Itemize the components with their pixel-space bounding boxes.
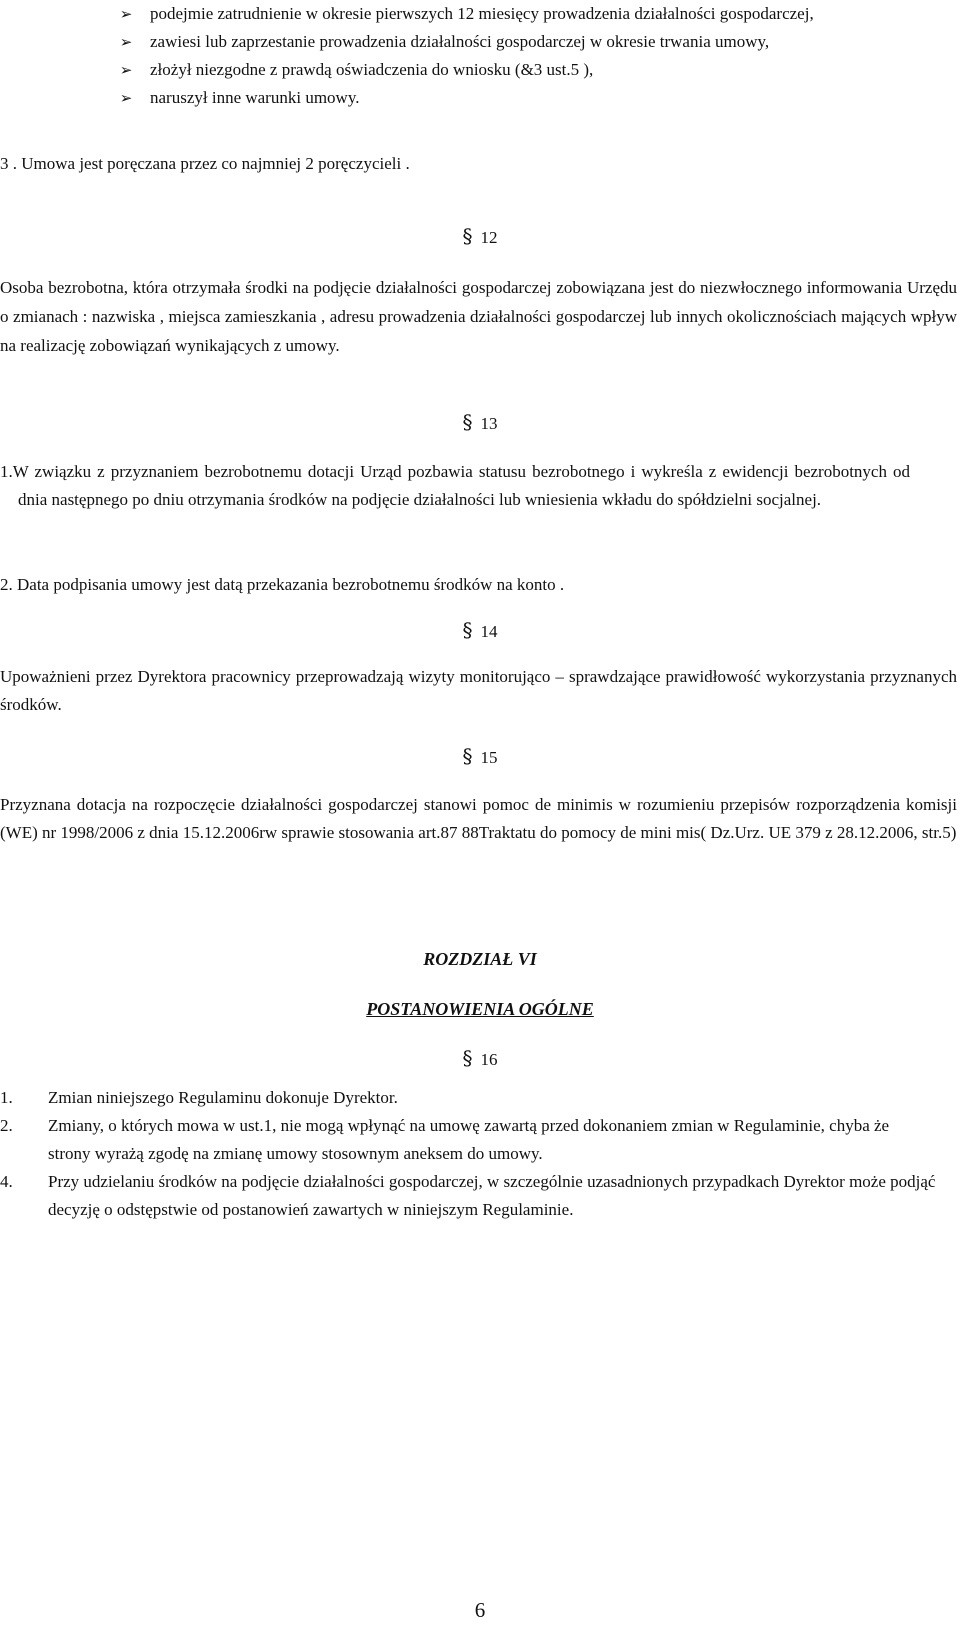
paragraph-text: 1.W związku z przyznaniem bezrobotnemu dotacji Urząd pozbawia statusu bezrobotnego i wykreśla z ewidencji bezrobotnych od dnia następnego po dniu otrzymania środków na podjęcie działalności lub wniesienia wkładu do spółdzielni socjalnej. — [0, 462, 910, 509]
chapter-heading: ROZDZIAŁ VI — [423, 949, 537, 969]
section-number: 15 — [480, 748, 498, 767]
list-item — [117, 28, 960, 56]
section-number: 13 — [480, 414, 498, 433]
item-text: Przy udzielaniu środków na podjęcie działalności gospodarczej, w szczególnie uzasadnionych przypadkach Dyrektor może podjąć decyzję o odstępstwie od postanowień zawartych w niniejszym Regulaminie. — [48, 1172, 936, 1219]
section-15-text: Przyznana dotacja na rozpoczęcie działalności gospodarczej stanowi pomoc de minimis w rozumieniu przepisów rozporządzenia komisji (WE) nr 1998/2006 z dnia 15.12.2006rw sprawie stosowania art.87 88Traktatu do pomocy de mini mis( Dz.Urz. UE 379 z 28.12.2006, str.5) — [0, 795, 957, 842]
section-number: 16 — [480, 1050, 498, 1069]
item-number: 4. — [0, 1172, 13, 1191]
chapter-title: POSTANOWIENIA OGÓLNE — [366, 999, 594, 1019]
section-12-heading — [0, 222, 960, 252]
arrow-bullet-icon: ➢ — [119, 61, 133, 79]
bullet-text: podejmie zatrudnienie w okresie pierwszych 12 miesięcy prowadzenia działalności gospodarczej, — [150, 4, 814, 23]
list-item — [117, 0, 960, 28]
section-15-heading — [0, 742, 960, 772]
arrow-bullet-icon: ➢ — [119, 89, 133, 107]
page-number: 6 — [474, 1598, 486, 1622]
bullet-text: zawiesi lub zaprzestanie prowadzenia działalności gospodarczej w okresie trwania umowy, — [150, 32, 770, 51]
section-symbol: § — [462, 1046, 473, 1070]
item-text: Zmian niniejszego Regulaminu dokonuje Dyrektor. — [48, 1088, 398, 1107]
section-13-heading — [0, 408, 960, 438]
section-symbol: § — [462, 744, 473, 768]
list-item — [117, 84, 960, 112]
section-14-text: Upoważnieni przez Dyrektora pracownicy przeprowadzają wizyty monitorująco – sprawdzające prawidłowość wykorzystania przyznanych środków. — [0, 667, 957, 714]
section-symbol: § — [462, 224, 473, 248]
bullet-text: złożył niezgodne z prawdą oświadczenia do wniosku (&3 ust.5 ), — [150, 60, 594, 79]
section-12-text: Osoba bezrobotna, która otrzymała środki na podjęcie działalności gospodarczej zobowiązana jest do niezwłocznego informowania Urzędu o zmianach : nazwiska , miejsca zamieszkania , adresu prowadzenia działalności gospodarczej lub innych okolicznościach mających wpływ na realizację zobowiązań wynikających z umowy. — [0, 278, 957, 355]
arrow-bullet-icon: ➢ — [119, 33, 133, 51]
list-item — [0, 1084, 957, 1112]
item-text: Zmiany, o których mowa w ust.1, nie mogą wpłynąć na umowę zawartą przed dokonaniem zmian w Regulaminie, chyba że strony wyrażą zgodę na zmianę umowy stosownym aneksem do umowy. — [48, 1116, 890, 1163]
bullet-list — [117, 0, 960, 112]
item-number: 1. — [0, 1088, 13, 1107]
point-3: 3 . Umowa jest poręczana przez co najmniej 2 poręczycieli . — [0, 154, 410, 173]
list-item — [0, 1168, 957, 1224]
list-item — [0, 1112, 957, 1168]
section-number: 14 — [480, 622, 498, 641]
arrow-bullet-icon: ➢ — [119, 5, 133, 23]
section-16-heading — [0, 1044, 960, 1074]
list-item — [117, 56, 960, 84]
section-16-list — [0, 1084, 957, 1224]
section-symbol: § — [462, 618, 473, 642]
section-13-paragraph-1 — [0, 458, 910, 514]
section-symbol: § — [462, 410, 473, 434]
bullet-text: naruszył inne warunki umowy. — [150, 88, 360, 107]
section-13-paragraph-2: 2. Data podpisania umowy jest datą przekazania bezrobotnemu środków na konto . — [0, 575, 565, 594]
item-number: 2. — [0, 1116, 13, 1135]
section-14-heading — [0, 616, 960, 646]
section-number: 12 — [480, 228, 498, 247]
